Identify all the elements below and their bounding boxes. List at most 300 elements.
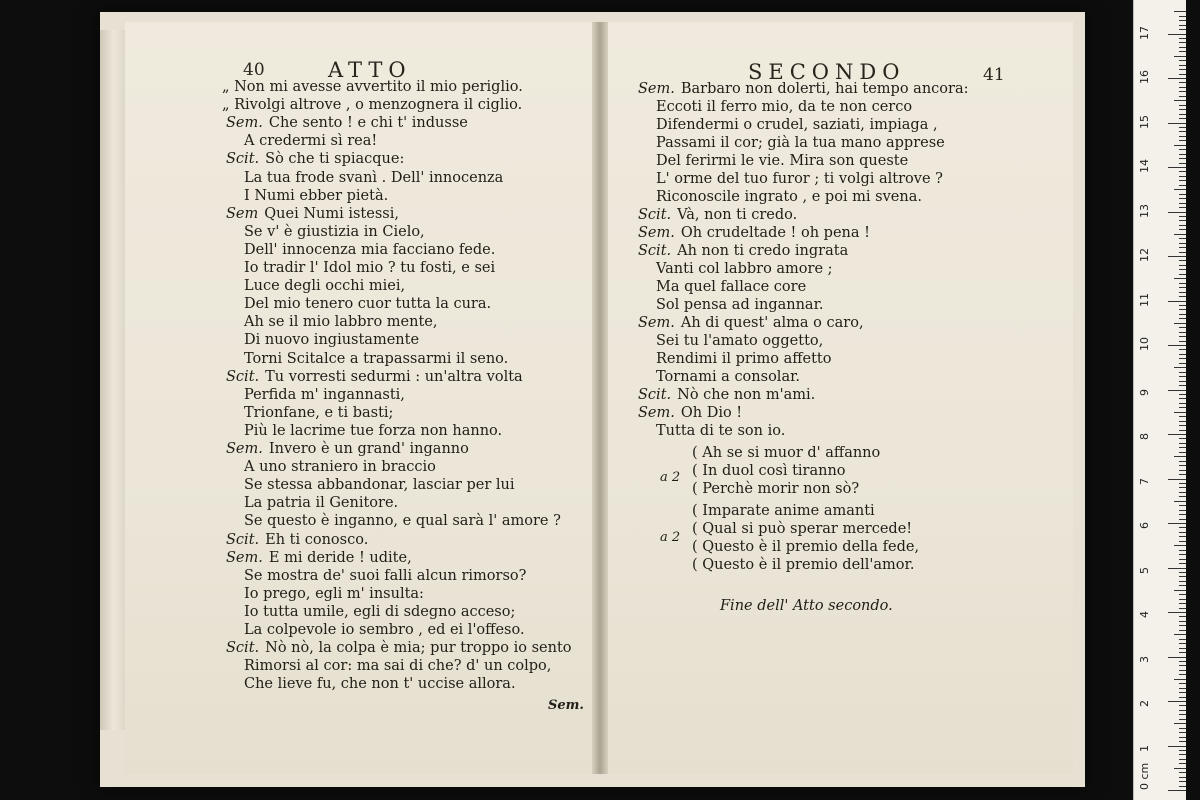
ruler-tick xyxy=(1168,34,1186,35)
ruler-tick xyxy=(1179,443,1186,444)
speaker-label: Sem. xyxy=(638,405,675,421)
ruler-tick xyxy=(1179,474,1186,475)
ruler-tick xyxy=(1179,105,1186,106)
ruler-tick xyxy=(1179,42,1186,43)
ruler-tick xyxy=(1179,283,1186,284)
ruler-number: 1 xyxy=(1138,744,1151,752)
ruler-tick xyxy=(1179,670,1186,671)
verse-text: Io tradir l' Idol mio ? tu fosti, e sei xyxy=(244,260,496,276)
verse-text: I Numi ebber pietà. xyxy=(244,187,389,204)
verse-text: Difendermi o crudel, saziati, impiaga , xyxy=(656,117,938,133)
ruler-tick xyxy=(1179,314,1186,315)
speaker-label: Scit. xyxy=(226,368,260,385)
ruler-number: 12 xyxy=(1138,248,1151,262)
speaker-label: Sem. xyxy=(226,441,263,457)
ruler-tick xyxy=(1179,581,1186,582)
verse-text: La colpevole io sembro , ed ei l'offeso. xyxy=(244,622,525,638)
ruler-tick xyxy=(1179,465,1186,466)
verse-line xyxy=(656,152,908,170)
ruler-tick xyxy=(1174,723,1186,724)
speaker-label: Sem. xyxy=(638,225,675,241)
ruler-tick xyxy=(1179,16,1186,17)
speaker-label: Scit. xyxy=(226,531,260,548)
verse-text: Rendimi il primo affetto xyxy=(656,351,832,367)
verse-line xyxy=(656,116,938,134)
ruler-tick xyxy=(1179,185,1186,186)
ruler-tick xyxy=(1179,247,1186,248)
ruler-tick xyxy=(1179,154,1186,155)
ruler-number: 7 xyxy=(1138,477,1151,485)
verse-text: Io tutta umile, egli di sdegno acceso; xyxy=(244,603,516,620)
verse-text: Io prego, egli m' insulta: xyxy=(244,585,424,602)
ruler-tick xyxy=(1179,60,1186,61)
ruler-tick xyxy=(1179,550,1186,551)
right-page-header: SECONDO xyxy=(748,60,906,84)
speaker-label: Scit. xyxy=(638,207,672,223)
ruler-number: 6 xyxy=(1138,522,1151,529)
ruler-tick xyxy=(1179,461,1186,462)
ruler-tick xyxy=(1179,394,1186,395)
verse-line xyxy=(244,331,419,349)
ruler-tick xyxy=(1179,20,1186,21)
verse-text: A uno straniero in braccio xyxy=(244,459,436,476)
ruler-tick xyxy=(1179,131,1186,132)
ruler-tick xyxy=(1179,376,1186,377)
verse-text: L' orme del tuo furor ; ti volgi altrove ? xyxy=(656,171,943,187)
ruler-tick xyxy=(1179,594,1186,595)
measurement-ruler xyxy=(1133,0,1186,800)
verse-line xyxy=(244,223,425,241)
ruler-tick xyxy=(1179,180,1186,181)
ruler-tick xyxy=(1179,576,1186,577)
ruler-tick xyxy=(1179,759,1186,760)
verse-line xyxy=(222,78,523,96)
duet-label-2: a 2 xyxy=(660,530,681,545)
verse-line xyxy=(656,368,800,386)
ruler-tick xyxy=(1179,318,1186,319)
duet-line: ( In duol così tiranno xyxy=(692,463,846,479)
end-of-act-note: Fine dell' Atto secondo. xyxy=(720,598,893,614)
ruler-number: 14 xyxy=(1138,159,1151,173)
verse-line xyxy=(656,278,806,296)
speaker-label: Scit. xyxy=(638,387,672,403)
ruler-tick xyxy=(1179,238,1186,239)
ruler-tick xyxy=(1174,456,1186,457)
verse-text: Và, non ti credo. xyxy=(677,207,798,223)
verse-line xyxy=(226,440,469,458)
ruler-tick xyxy=(1174,367,1186,368)
ruler-tick xyxy=(1168,167,1186,168)
ruler-tick xyxy=(1179,737,1186,738)
verse-line xyxy=(244,657,551,675)
verse-line xyxy=(244,603,515,621)
verse-text: Tutta di te son io. xyxy=(656,423,786,439)
verse-line xyxy=(656,188,922,206)
ruler-tick xyxy=(1179,527,1186,528)
verse-line xyxy=(244,476,515,494)
ruler-tick xyxy=(1174,189,1186,190)
verse-line xyxy=(656,260,833,278)
ruler-tick xyxy=(1179,510,1186,511)
ruler-number: 2 xyxy=(1138,700,1151,707)
ruler-tick xyxy=(1179,630,1186,631)
ruler-tick xyxy=(1179,648,1186,649)
duet-line: ( Imparate anime amanti xyxy=(692,503,875,519)
verse-text: Del ferirmi le vie. Mira son queste xyxy=(656,153,909,169)
verse-text: Se stessa abbandonar, lasciar per lui xyxy=(244,477,515,494)
verse-line xyxy=(244,422,502,440)
verse-text: Dell' innocenza mia facciano fede. xyxy=(244,241,496,258)
verse-text: Eh ti conosco. xyxy=(265,531,369,548)
verse-text: Oh crudeltade ! oh pena ! xyxy=(680,225,870,241)
verse-text: Passami il cor; già la tua mano apprese xyxy=(656,135,945,151)
ruler-tick xyxy=(1174,501,1186,502)
ruler-tick xyxy=(1179,496,1186,497)
ruler-tick xyxy=(1179,25,1186,26)
ruler-tick xyxy=(1179,732,1186,733)
verse-line xyxy=(638,386,815,404)
ruler-tick xyxy=(1179,772,1186,773)
verse-line xyxy=(244,187,388,205)
ruler-tick xyxy=(1168,78,1186,79)
speaker-label: Scit. xyxy=(638,243,672,259)
verse-text: Quei Numi istessi, xyxy=(264,205,399,222)
ruler-tick xyxy=(1168,390,1186,391)
ruler-number: 0 cm xyxy=(1138,762,1151,790)
verse-text: Riconoscile ingrato , e poi mi svena. xyxy=(656,189,922,205)
ruler-tick xyxy=(1179,487,1186,488)
verse-line xyxy=(244,386,405,404)
ruler-tick xyxy=(1179,541,1186,542)
ruler-tick xyxy=(1179,109,1186,110)
verse-text: Ah di quest' alma o caro, xyxy=(680,315,864,331)
verse-text: „ Non mi avesse avvertito il mio periglio. xyxy=(222,79,523,95)
verse-text: Vanti col labbro amore ; xyxy=(656,261,833,277)
verse-text: Oh Dio ! xyxy=(680,405,743,421)
ruler-number: 15 xyxy=(1138,114,1151,129)
ruler-tick xyxy=(1179,554,1186,555)
ruler-tick xyxy=(1179,697,1186,698)
ruler-tick xyxy=(1179,750,1186,751)
ruler-tick xyxy=(1179,358,1186,359)
verse-line xyxy=(656,170,943,188)
speaker-label: Sem xyxy=(226,205,259,222)
ruler-tick xyxy=(1179,194,1186,195)
ruler-tick xyxy=(1168,345,1186,346)
ruler-tick xyxy=(1174,56,1186,57)
ruler-tick xyxy=(1179,296,1186,297)
verse-text: Rimorsi al cor: ma sai di che? d' un colpo, xyxy=(244,658,552,675)
ruler-tick xyxy=(1179,621,1186,622)
ruler-tick xyxy=(1179,309,1186,310)
speaker-label: Sem. xyxy=(638,81,675,97)
ruler-tick xyxy=(1179,385,1186,386)
verse-line xyxy=(638,242,848,260)
duet-line: ( Qual si può sperar mercede! xyxy=(692,521,913,537)
ruler-tick xyxy=(1179,149,1186,150)
duet-line: ( Perchè morir non sò? xyxy=(692,481,860,497)
verse-text: Torni Scitalce a trapassarmi il seno. xyxy=(244,350,509,367)
ruler-tick xyxy=(1179,163,1186,164)
verse-line xyxy=(226,531,368,549)
ruler-tick xyxy=(1179,425,1186,426)
verse-line xyxy=(244,241,495,259)
ruler-tick xyxy=(1179,741,1186,742)
verse-text: Nò che non m'ami. xyxy=(677,387,816,403)
verse-text: Se questo è inganno, e qual sarà l' amore ? xyxy=(244,513,561,530)
ruler-tick xyxy=(1174,590,1186,591)
ruler-tick xyxy=(1179,608,1186,609)
ruler-tick xyxy=(1168,523,1186,524)
ruler-tick xyxy=(1174,234,1186,235)
verse-line xyxy=(226,639,572,657)
verse-text: Ma quel fallace core xyxy=(656,279,807,295)
verse-text: Che sento ! e chi t' indusse xyxy=(268,115,468,132)
verse-text: Tu vorresti sedurmi : un'altra volta xyxy=(265,368,523,385)
verse-line xyxy=(226,150,404,168)
ruler-tick xyxy=(1179,652,1186,653)
ruler-tick xyxy=(1174,768,1186,769)
duet-line: ( Questo è il premio dell'amor. xyxy=(692,557,915,573)
verse-line xyxy=(656,332,823,350)
speaker-label: Scit. xyxy=(226,640,260,657)
ruler-tick xyxy=(1179,260,1186,261)
verse-text: Perfida m' ingannasti, xyxy=(244,386,405,403)
ruler-tick xyxy=(1179,665,1186,666)
ruler-tick xyxy=(1179,269,1186,270)
verse-text: Trionfane, e ti basti; xyxy=(244,404,394,421)
ruler-tick xyxy=(1179,287,1186,288)
ruler-tick xyxy=(1174,679,1186,680)
right-page-number: 41 xyxy=(983,65,1005,85)
ruler-tick xyxy=(1168,790,1186,791)
ruler-tick xyxy=(1179,332,1186,333)
ruler-tick xyxy=(1179,421,1186,422)
ruler-tick xyxy=(1179,603,1186,604)
book-gutter xyxy=(592,22,608,774)
ruler-tick xyxy=(1179,710,1186,711)
ruler-tick xyxy=(1179,29,1186,30)
ruler-tick xyxy=(1179,87,1186,88)
verse-text: Se mostra de' suoi falli alcun rimorso? xyxy=(244,567,527,584)
duet-line: ( Ah se si muor d' affanno xyxy=(692,445,881,461)
ruler-tick xyxy=(1179,777,1186,778)
verse-text: Di nuovo ingiustamente xyxy=(244,332,420,349)
ruler-tick xyxy=(1179,69,1186,70)
ruler-tick xyxy=(1179,719,1186,720)
verse-line xyxy=(656,98,912,116)
ruler-tick xyxy=(1179,643,1186,644)
ruler-tick xyxy=(1179,505,1186,506)
catchword: Sem. xyxy=(548,698,584,713)
ruler-tick xyxy=(1179,688,1186,689)
ruler-tick xyxy=(1179,274,1186,275)
speaker-label: Scit. xyxy=(226,151,260,168)
ruler-tick xyxy=(1179,216,1186,217)
verse-text: Ah se il mio labbro mente, xyxy=(244,314,438,331)
ruler-tick xyxy=(1179,519,1186,520)
ruler-tick xyxy=(1168,746,1186,747)
verse-text: La tua frode svanì . Dell' innocenza xyxy=(244,169,504,186)
verse-line xyxy=(244,494,398,512)
ruler-tick xyxy=(1168,212,1186,213)
verse-line xyxy=(244,132,377,150)
ruler-tick xyxy=(1179,114,1186,115)
ruler-tick xyxy=(1179,74,1186,75)
ruler-tick xyxy=(1168,657,1186,658)
ruler-tick xyxy=(1168,479,1186,480)
verse-text: „ Rivolgi altrove , o menzognera il ciglio. xyxy=(222,97,523,114)
ruler-tick xyxy=(1179,692,1186,693)
ruler-tick xyxy=(1179,714,1186,715)
ruler-number: 17 xyxy=(1138,25,1151,40)
ruler-tick xyxy=(1179,416,1186,417)
duet-line: ( Questo è il premio della fede, xyxy=(692,539,920,555)
ruler-tick xyxy=(1168,701,1186,702)
ruler-tick xyxy=(1179,407,1186,408)
verse-text: Più le lacrime tue forza non hanno. xyxy=(244,422,503,439)
verse-line xyxy=(244,295,491,313)
ruler-tick xyxy=(1179,398,1186,399)
ruler-tick xyxy=(1179,536,1186,537)
ruler-number: 3 xyxy=(1138,655,1151,663)
duet-label-1: a 2 xyxy=(660,470,681,485)
verse-line xyxy=(638,80,968,98)
ruler-tick xyxy=(1179,176,1186,177)
ruler-tick xyxy=(1174,634,1186,635)
verse-line xyxy=(656,350,832,368)
verse-line xyxy=(244,404,393,422)
ruler-tick xyxy=(1179,674,1186,675)
verse-line xyxy=(244,621,525,639)
verse-text: Se v' è giustizia in Cielo, xyxy=(244,223,425,240)
ruler-number: 5 xyxy=(1138,566,1151,574)
ruler-tick xyxy=(1174,145,1186,146)
verse-line xyxy=(222,96,522,114)
verse-line xyxy=(656,296,824,314)
ruler-tick xyxy=(1179,403,1186,404)
ruler-tick xyxy=(1168,612,1186,613)
ruler-tick xyxy=(1174,278,1186,279)
verse-line xyxy=(244,277,405,295)
ruler-tick xyxy=(1179,452,1186,453)
ruler-tick xyxy=(1179,492,1186,493)
verse-line xyxy=(226,205,399,223)
page-edges xyxy=(100,30,128,730)
ruler-number: 9 xyxy=(1138,388,1151,396)
ruler-tick xyxy=(1179,532,1186,533)
ruler-tick xyxy=(1168,301,1186,302)
ruler-tick xyxy=(1168,123,1186,124)
ruler-tick xyxy=(1179,483,1186,484)
ruler-tick xyxy=(1179,705,1186,706)
ruler-number: 4 xyxy=(1138,611,1151,618)
speaker-label: Sem. xyxy=(226,549,263,566)
ruler-tick xyxy=(1179,336,1186,337)
ruler-tick xyxy=(1179,599,1186,600)
ruler-tick xyxy=(1179,430,1186,431)
ruler-tick xyxy=(1179,171,1186,172)
verse-text: La patria il Genitore. xyxy=(244,495,399,512)
ruler-tick xyxy=(1179,65,1186,66)
ruler-tick xyxy=(1179,363,1186,364)
verse-text: Sò che ti spiacque: xyxy=(265,151,405,168)
ruler-tick xyxy=(1174,11,1186,12)
verse-text: Invero è un grand' inganno xyxy=(268,441,469,457)
left-page-number: 40 xyxy=(243,60,265,80)
ruler-tick xyxy=(1179,265,1186,266)
ruler-tick xyxy=(1179,683,1186,684)
verse-text: Luce degli occhi miei, xyxy=(244,278,406,295)
ruler-tick xyxy=(1179,51,1186,52)
verse-line xyxy=(244,512,561,530)
verse-line xyxy=(226,549,412,567)
ruler-tick xyxy=(1179,47,1186,48)
ruler-tick xyxy=(1179,220,1186,221)
ruler-tick xyxy=(1179,781,1186,782)
verse-text: Del mio tenero cuor tutta la cura. xyxy=(244,296,492,313)
ruler-tick xyxy=(1179,252,1186,253)
verse-line xyxy=(226,114,468,132)
ruler-tick xyxy=(1179,243,1186,244)
ruler-tick xyxy=(1174,545,1186,546)
ruler-tick xyxy=(1179,349,1186,350)
verse-text: Nò nò, la colpa è mia; pur troppo io sento xyxy=(265,640,572,657)
ruler-tick xyxy=(1179,140,1186,141)
verse-line xyxy=(244,458,436,476)
ruler-tick xyxy=(1168,434,1186,435)
ruler-tick xyxy=(1179,438,1186,439)
ruler-tick xyxy=(1179,118,1186,119)
ruler-tick xyxy=(1179,786,1186,787)
ruler-tick xyxy=(1179,198,1186,199)
ruler-tick xyxy=(1179,341,1186,342)
verse-text: Sol pensa ad ingannar. xyxy=(656,297,824,313)
verse-line xyxy=(244,585,424,603)
ruler-tick xyxy=(1179,203,1186,204)
ruler-tick xyxy=(1174,412,1186,413)
verse-text: Che lieve fu, che non t' uccise allora. xyxy=(244,676,516,693)
verse-line xyxy=(638,314,864,332)
verse-text: Ah non ti credo ingrata xyxy=(677,243,849,259)
verse-text: Sei tu l'amato oggetto, xyxy=(656,333,824,349)
verse-line xyxy=(638,206,797,224)
verse-line xyxy=(656,134,945,152)
ruler-tick xyxy=(1179,585,1186,586)
verse-line xyxy=(244,350,508,368)
verse-line xyxy=(226,368,523,386)
ruler-tick xyxy=(1174,100,1186,101)
ruler-tick xyxy=(1179,563,1186,564)
verse-line xyxy=(656,422,785,440)
ruler-tick xyxy=(1179,616,1186,617)
speaker-label: Sem. xyxy=(226,115,263,132)
verse-line xyxy=(244,169,503,187)
ruler-tick xyxy=(1179,327,1186,328)
ruler-number: 10 xyxy=(1138,337,1151,351)
ruler-tick xyxy=(1179,381,1186,382)
ruler-number: 16 xyxy=(1138,70,1151,84)
verse-line xyxy=(244,675,516,693)
ruler-tick xyxy=(1179,514,1186,515)
verse-text: E mi deride ! udite, xyxy=(268,549,412,566)
ruler-tick xyxy=(1179,158,1186,159)
ruler-tick xyxy=(1179,305,1186,306)
verse-line xyxy=(244,567,526,585)
ruler-tick xyxy=(1179,229,1186,230)
verse-line xyxy=(638,404,742,422)
ruler-tick xyxy=(1179,447,1186,448)
